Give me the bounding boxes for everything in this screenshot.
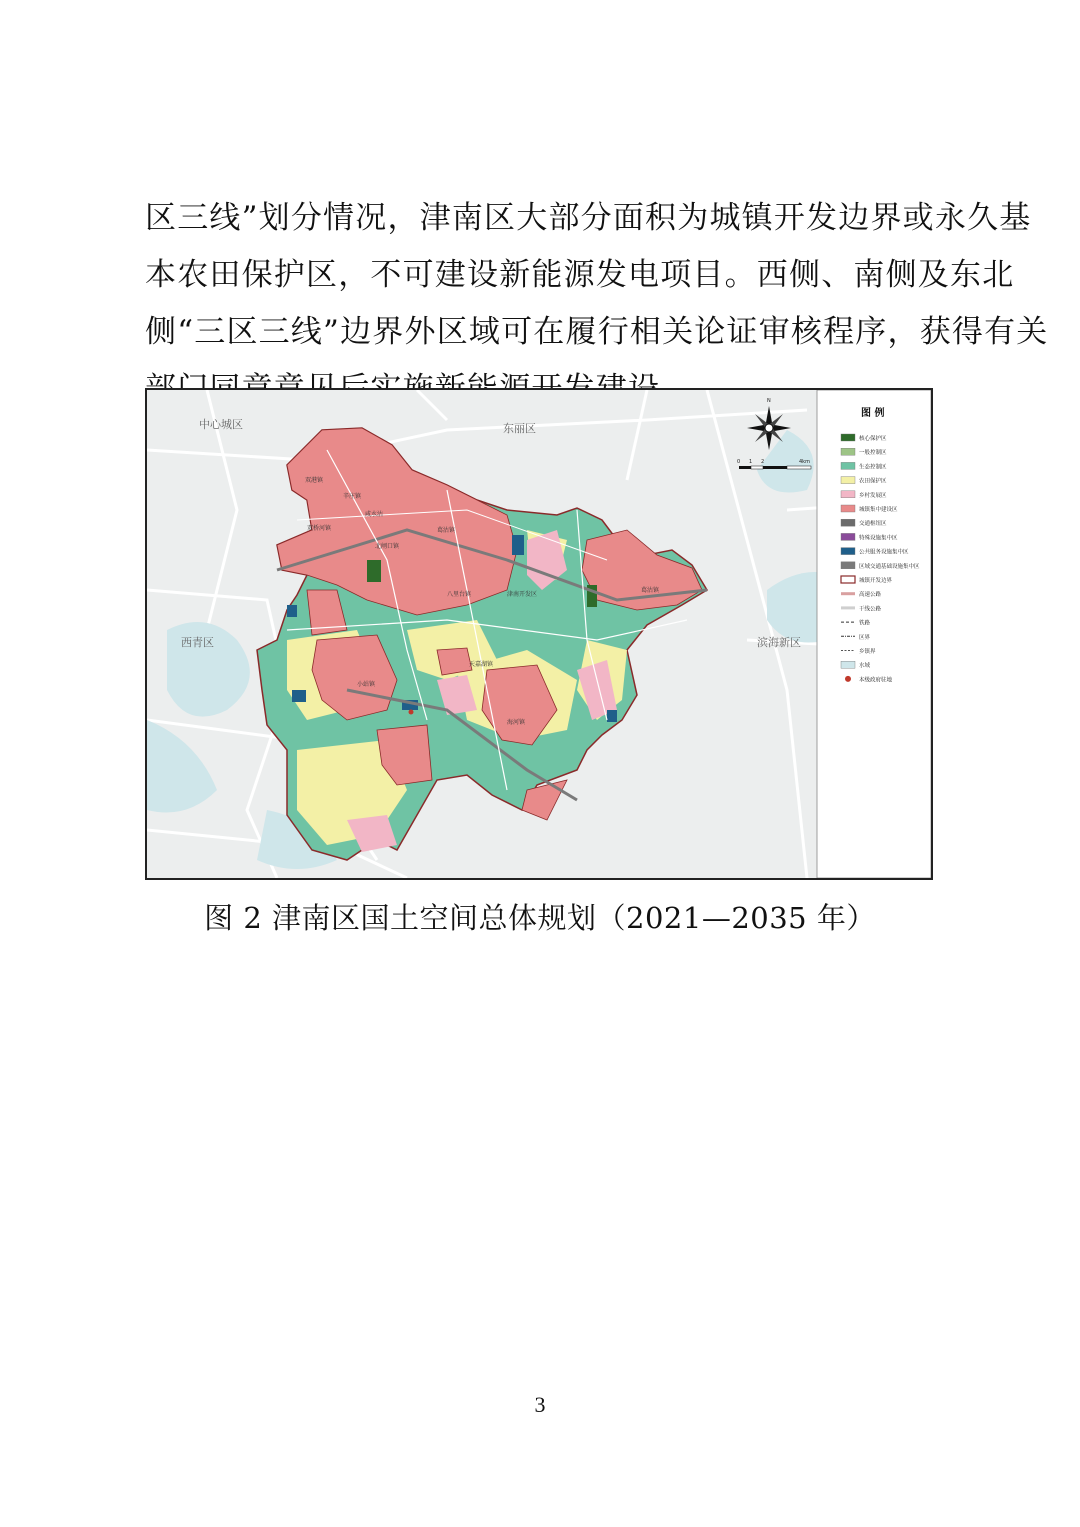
legend-item [841, 548, 909, 556]
legend-label: 核心保护区 [859, 436, 887, 442]
legend-label: 铁路 [859, 620, 871, 627]
svg-text:辛庄镇: 辛庄镇 [343, 493, 362, 500]
legend-label: 区域交通基础设施集中区 [859, 563, 920, 570]
page-number: 3 [534, 1392, 546, 1417]
legend-label: 水域 [859, 663, 871, 670]
legend-panel [817, 390, 931, 878]
paragraph-line: 侧“三区三线”边界外区域可在履行相关论证审核程序，获得有关 [145, 314, 1049, 350]
legend-label: 公共服务设施集中区 [859, 549, 909, 556]
legend-label: 乡镇界 [859, 649, 876, 655]
legend-label: 高速公路 [859, 592, 882, 599]
svg-text:咸水沽: 咸水沽 [365, 511, 384, 518]
legend-item [841, 533, 898, 541]
legend-label: 区界 [859, 634, 871, 641]
svg-text:八里台镇: 八里台镇 [447, 591, 472, 598]
svg-text:津南开发区: 津南开发区 [507, 591, 538, 598]
svg-text:葛沽镇: 葛沽镇 [641, 587, 660, 594]
legend-label: 城镇开发边界 [859, 578, 893, 584]
body-paragraph [145, 190, 1049, 418]
legend-item [841, 462, 887, 470]
legend-label: 干线公路 [859, 606, 882, 613]
legend-item [841, 562, 920, 570]
legend-label: 城镇集中建设区 [859, 507, 898, 513]
svg-text:小站镇: 小站镇 [357, 681, 376, 688]
label-binhai: 滨海新区 [757, 636, 801, 649]
svg-text:1: 1 [749, 459, 753, 465]
svg-text:北闸口镇: 北闸口镇 [375, 543, 400, 550]
svg-text:N: N [767, 398, 771, 404]
label-dongli: 东丽区 [503, 422, 536, 435]
label-zhongxin: 中心城区 [199, 418, 243, 431]
svg-text:4km: 4km [799, 459, 810, 465]
planning-map [147, 390, 931, 878]
legend-label: 生态控制区 [859, 464, 887, 471]
planning-map-figure [145, 388, 933, 880]
legend-label: 乡村发展区 [859, 492, 887, 499]
legend-item [841, 576, 893, 584]
paragraph-line: 本农田保护区，不可建设新能源发电项目。西侧、南侧及东北 [145, 257, 1015, 293]
paragraph-line: 区三线”划分情况，津南区大部分面积为城镇开发边界或永久基 [145, 200, 1032, 236]
legend-label: 特殊设施集中区 [859, 535, 898, 542]
legend-title: 图 例 [861, 408, 885, 419]
legend-item [841, 505, 898, 513]
svg-text:天嘉湖镇: 天嘉湖镇 [469, 661, 494, 668]
legend-item [841, 491, 887, 499]
label-xiqing: 西青区 [181, 636, 214, 649]
svg-text:双港镇: 双港镇 [305, 477, 324, 484]
legend-item [841, 477, 887, 485]
svg-text:葛沽镇: 葛沽镇 [437, 527, 456, 534]
legend-label: 农田保护区 [859, 478, 887, 485]
svg-text:海河镇: 海河镇 [507, 719, 526, 726]
legend-item [841, 519, 887, 527]
svg-text:0: 0 [737, 459, 741, 465]
figure-caption: 图 2 津南区国土空间总体规划（2021—2035 年） [204, 901, 876, 935]
svg-text:双桥河镇: 双桥河镇 [307, 525, 332, 532]
svg-text:2: 2 [761, 459, 765, 465]
legend-label: 本级政府驻地 [859, 677, 893, 684]
legend-label: 交通枢纽区 [859, 521, 887, 528]
legend-label: 一般控制区 [859, 450, 887, 457]
legend-item [841, 448, 887, 456]
legend-item [841, 434, 887, 442]
